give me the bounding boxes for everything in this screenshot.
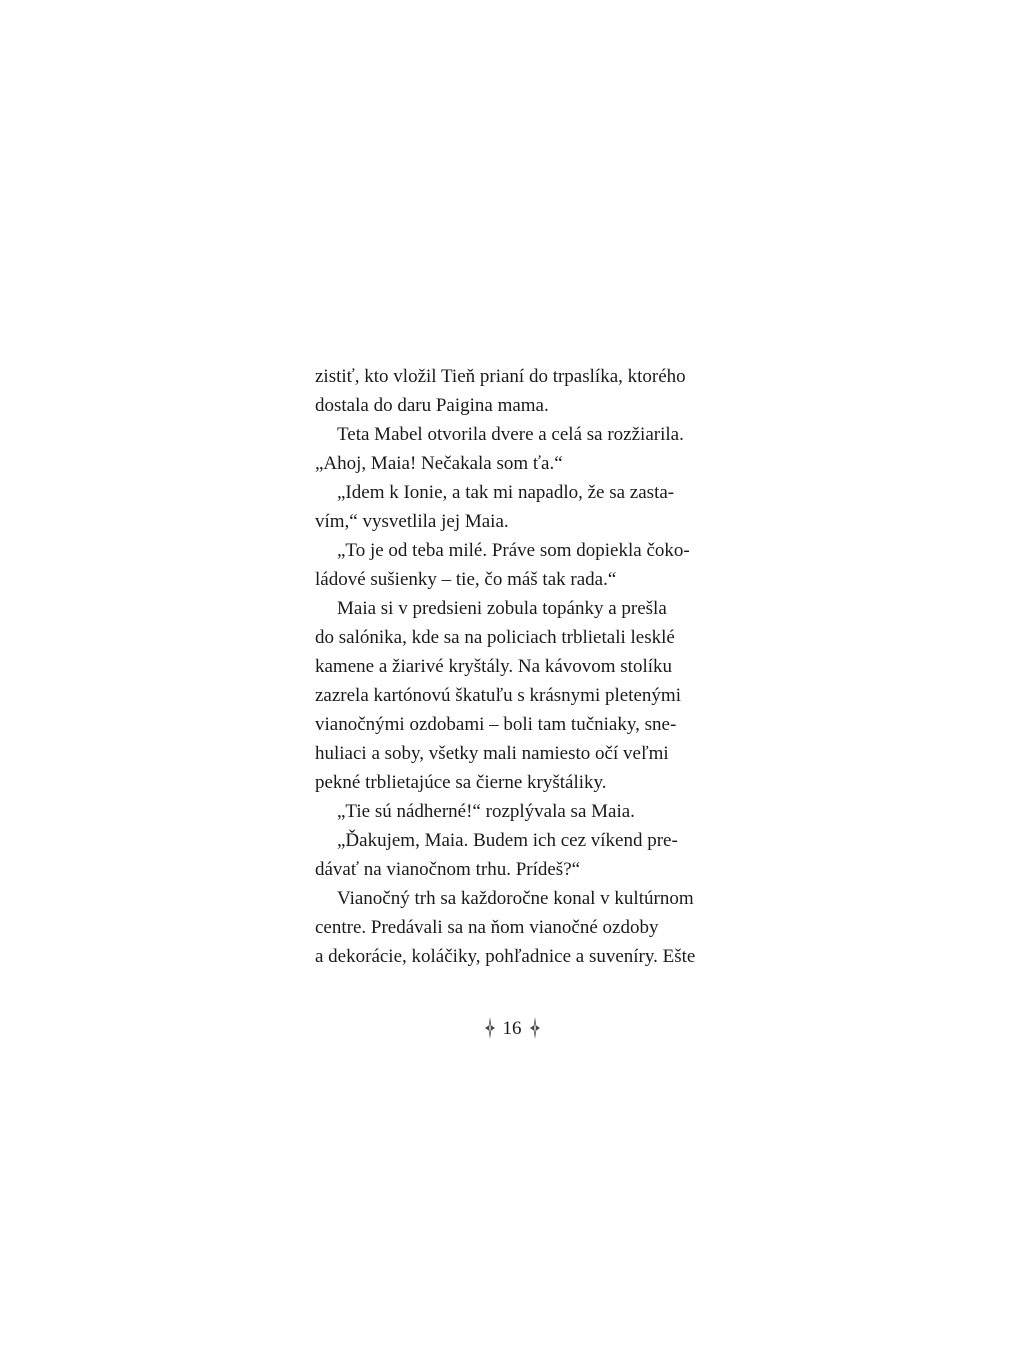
text-line: zistiť, kto vložil Tieň prianí do trpaslíka, ktorého <box>315 366 686 387</box>
text-line: „To je od teba milé. Práve som dopiekla čoko- <box>337 540 690 561</box>
page-number: 16 <box>502 1018 522 1039</box>
text-line: do salónika, kde sa na policiach trblietali lesklé <box>315 627 675 648</box>
text-line: „Ahoj, Maia! Nečakala som ťa.“ <box>315 453 563 474</box>
text-line: kamene a žiarivé kryštály. Na kávovom stolíku <box>315 656 673 677</box>
text-line: centre. Predávali sa na ňom vianočné ozdoby <box>315 917 659 938</box>
text-line: „Idem k Ionie, a tak mi napadlo, že sa zasta- <box>337 482 675 503</box>
diamond-flourish-icon <box>485 1017 495 1039</box>
text-line: Maia si v predsieni zobula topánky a prešla <box>337 598 667 619</box>
body-text <box>315 362 695 971</box>
text-line: huliaci a soby, všetky mali namiesto očí veľmi <box>315 743 669 764</box>
text-line: vianočnými ozdobami – boli tam tučniaky, sne- <box>315 714 677 735</box>
text-line: Vianočný trh sa každoročne konal v kultúrnom <box>337 888 694 909</box>
text-line: „Tie sú nádherné!“ rozplývala sa Maia. <box>337 801 635 822</box>
text-line: ládové sušienky – tie, čo máš tak rada.“ <box>315 569 617 590</box>
text-line: a dekorácie, koláčiky, pohľadnice a suveníry. Ešte <box>315 946 696 967</box>
page-number-footer <box>0 1015 1024 1043</box>
text-line: dávať na vianočnom trhu. Prídeš?“ <box>315 859 581 880</box>
text-line: pekné trblietajúce sa čierne kryštáliky. <box>315 772 607 793</box>
text-line: vím,“ vysvetlila jej Maia. <box>315 511 509 532</box>
text-line: „Ďakujem, Maia. Budem ich cez víkend pre- <box>337 830 678 851</box>
text-line: zazrela kartónovú škatuľu s krásnymi pletenými <box>315 685 681 706</box>
text-line: Teta Mabel otvorila dvere a celá sa rozžiarila. <box>337 424 684 445</box>
diamond-flourish-icon <box>530 1017 540 1039</box>
text-line: dostala do daru Paigina mama. <box>315 395 549 416</box>
